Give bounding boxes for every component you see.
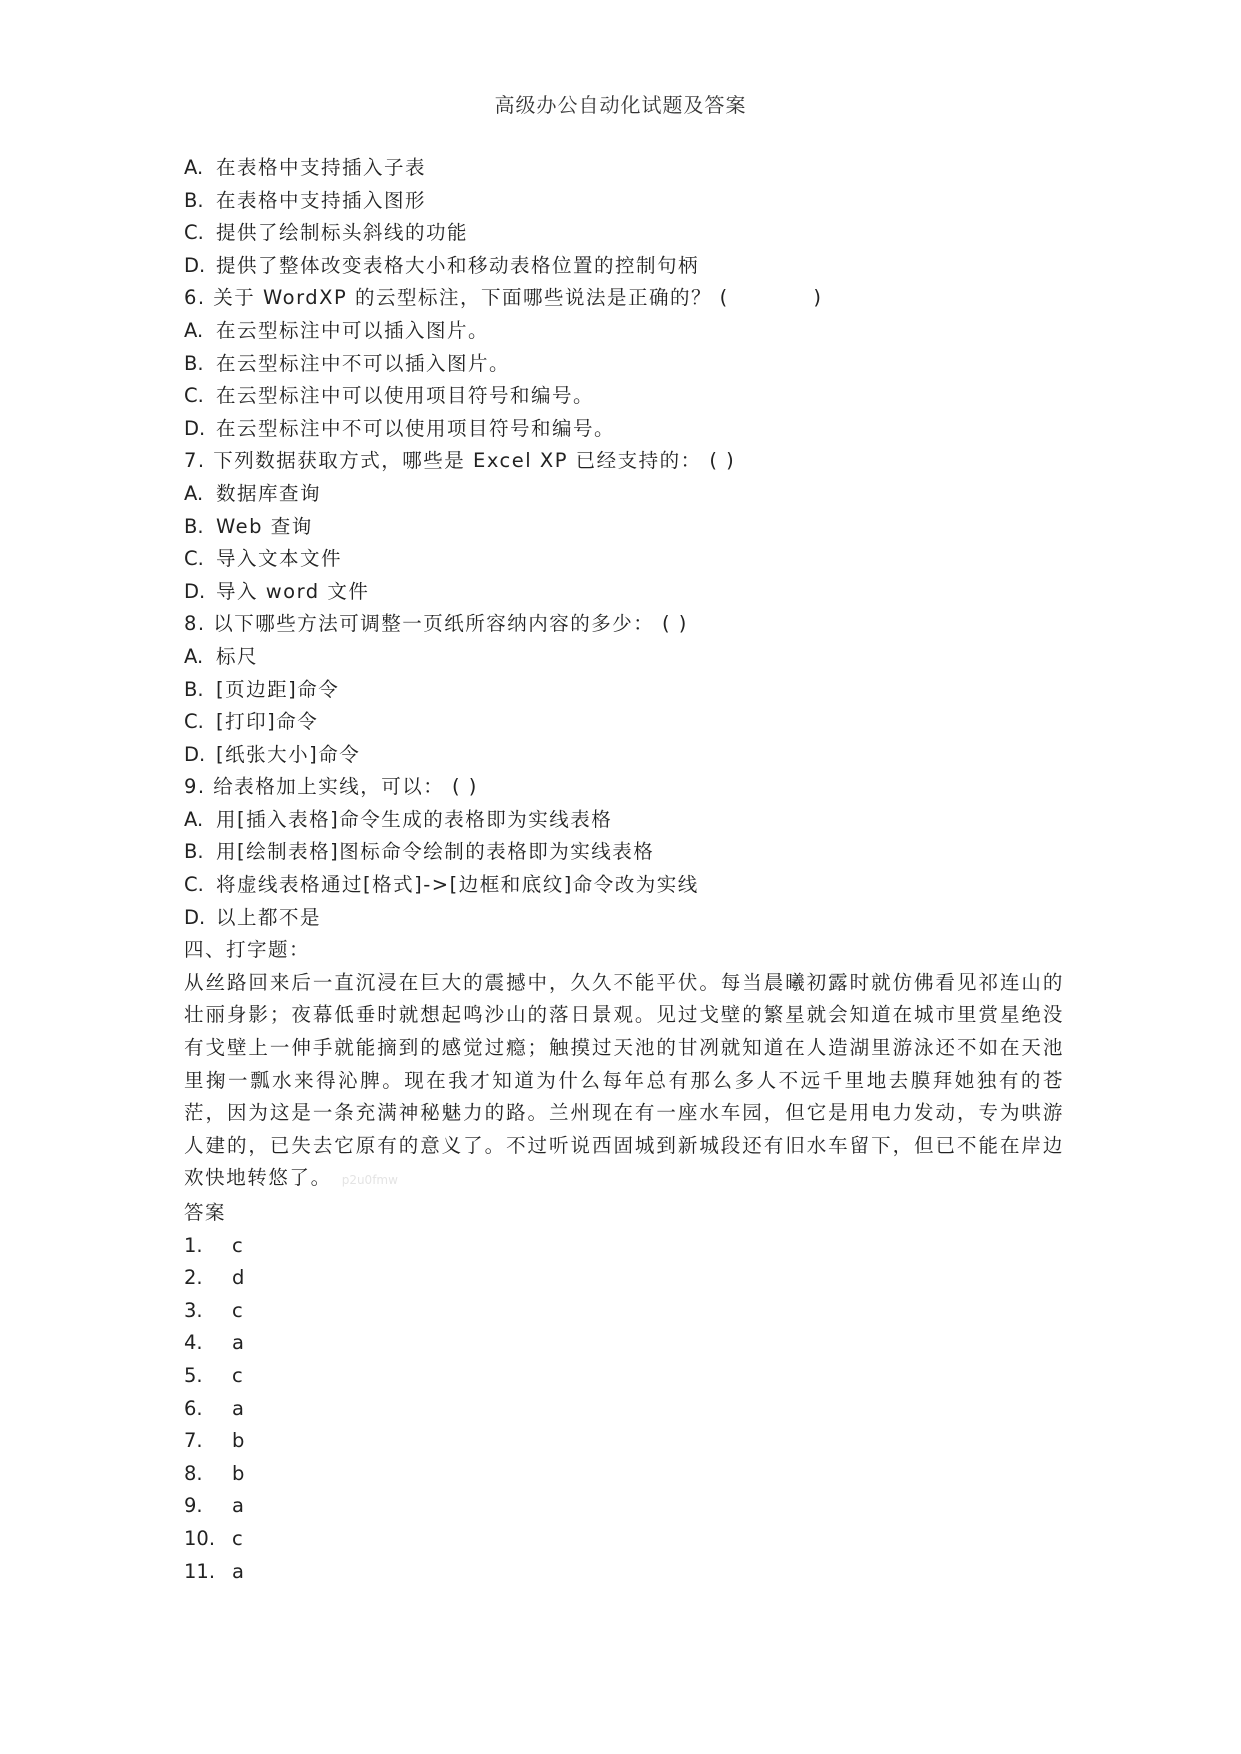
question-text: 8. 以下哪些方法可调整一页纸所容纳内容的多少： ( ) [184, 612, 688, 636]
option-line: A. 数据库查询 [184, 481, 322, 505]
page-title: 高级办公自动化试题及答案 [494, 93, 747, 117]
answer-item: 11. a [184, 1559, 244, 1583]
option-line: C. [打印]命令 [184, 710, 319, 734]
option-line: A. 在表格中支持插入子表 [184, 156, 427, 179]
option-line: C. 导入文本文件 [184, 547, 343, 571]
option-line: D. 提供了整体改变表格大小和移动表格位置的控制句柄 [184, 253, 700, 277]
option-line: D. [纸张大小]命令 [184, 742, 361, 766]
typing-section [184, 934, 1064, 1197]
answer-item: 10. c [184, 1526, 243, 1550]
section-heading: 四、打字题： [184, 938, 311, 962]
option-line: C. 在云型标注中可以使用项目符号和编号。 [184, 384, 595, 408]
option-line: B. [页边距]命令 [184, 677, 340, 701]
question-text: 7. 下列数据获取方式，哪些是 Excel XP 已经支持的： ( ) [184, 449, 736, 473]
answer-item: 9. a [184, 1494, 244, 1518]
q5-options [184, 152, 1064, 282]
question-text: 9. 给表格加上实线，可以： ( ) [184, 775, 478, 799]
typing-paragraph: 从丝路回来后一直沉浸在巨大的震撼中，久久不能平伏。每当晨曦初露时就仿佛看见祁连山的壮丽身影；夜幕低垂时就想起鸣沙山的落日景观。见过戈壁的繁星就会知道在城市里赏星绝没有戈壁上一伸手就能摘到的感觉过瘾；触摸过天池的甘冽就知道在人造湖里游泳还不如在天池里掬一瓢水来得沁脾。现在我才知道为什么每年总有那么多人不远千里地去膜拜她独有的苍茫，因为这是一条充满神秘魅力的路。兰州现在有一座水车园，但它是用电力发动，专为哄游人建的，已失去它原有的意义了。不过听说西固城到新城段还有旧水车留下，但已不能在岸边欢快地转悠了。 p2u0fmw [184, 970, 1064, 1190]
question-9 [184, 771, 1064, 934]
option-line: B. 在表格中支持插入图形 [184, 188, 427, 212]
question-6 [184, 282, 1064, 445]
answer-item: 8. b [184, 1461, 245, 1485]
answer-item: 3. c [184, 1298, 243, 1322]
question-text: 6. 关于 WordXP 的云型标注，下面哪些说法是正确的？ ( ) [184, 286, 823, 310]
watermark-text: p2u0fmw [341, 1173, 398, 1188]
answer-item: 2. d [184, 1266, 245, 1290]
option-line: A. 标尺 [184, 644, 259, 668]
option-line: B. Web 查询 [184, 514, 313, 538]
answers-heading: 答案 [184, 1201, 227, 1224]
option-line: D. 以上都不是 [184, 905, 322, 929]
option-line: C. 提供了绘制标头斜线的功能 [184, 221, 469, 245]
option-line: A. 在云型标注中可以插入图片。 [184, 318, 490, 342]
option-line: D. 在云型标注中不可以使用项目符号和编号。 [184, 416, 616, 440]
question-8 [184, 608, 1064, 771]
option-line: D. 导入 word 文件 [184, 579, 370, 603]
answer-item: 1. c [184, 1233, 243, 1257]
answer-item: 4. a [184, 1331, 244, 1355]
answer-item: 6. a [184, 1396, 244, 1420]
option-line: B. 用[绘制表格]图标命令绘制的表格即为实线表格 [184, 840, 655, 864]
document-body [184, 152, 1064, 1588]
answer-item: 5. c [184, 1363, 243, 1387]
option-line: B. 在云型标注中不可以插入图片。 [184, 351, 511, 375]
question-7 [184, 445, 1064, 608]
option-line: A. 用[插入表格]命令生成的表格即为实线表格 [184, 807, 613, 831]
answer-item: 7. b [184, 1429, 245, 1453]
option-line: C. 将虚线表格通过[格式]->[边框和底纹]命令改为实线 [184, 873, 699, 897]
answers-section [184, 1197, 1064, 1588]
